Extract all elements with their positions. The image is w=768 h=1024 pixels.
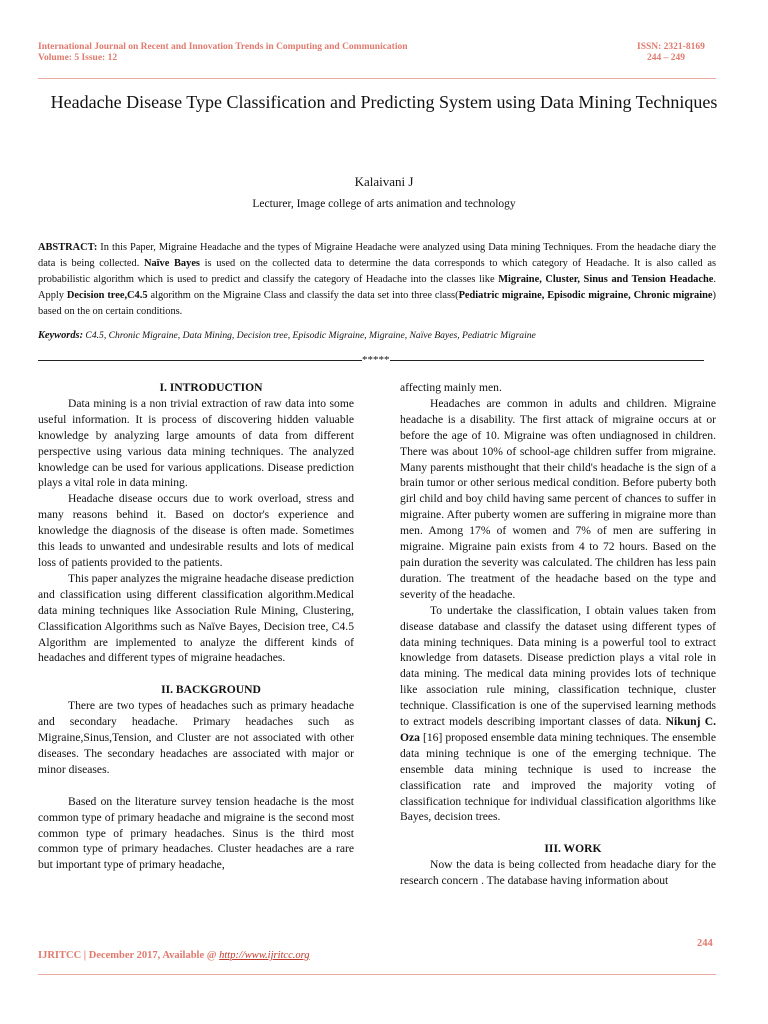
journal-issn-block (637, 42, 705, 64)
journal-issn: ISSN: 2321-8169 (637, 42, 705, 52)
separator-stars: ***** (362, 354, 390, 366)
abstract (38, 240, 716, 320)
separator-line-right (390, 360, 704, 361)
abstract-bold-2: Migraine, Cluster, Sinus and Tension Headache (498, 274, 714, 285)
page-number: 244 (697, 938, 713, 949)
journal-name: International Journal on Recent and Innovation Trends in Computing and Communication (38, 42, 408, 52)
spacer (38, 778, 354, 794)
section-heading-work: III. WORK (544, 842, 602, 856)
right-column (400, 380, 716, 889)
paragraph: This paper analyzes the migraine headache disease prediction and classification using different classification algorithm.Medical data mining techniques like Association Rule Mining, Clustering, Classification Algorithms such as Naïve Bayes, Decision tree, C4.5 Algorithm are implemented to analyze the different kinds of headaches and different types of migraine headaches. (38, 571, 354, 665)
section-separator (38, 354, 716, 366)
journal-link[interactable]: http://www.ijritcc.org (219, 950, 310, 961)
paragraph: affecting mainly men. (400, 381, 502, 394)
abstract-text-5: ) based on the on certain conditions. (38, 290, 717, 317)
paragraph-text: [16] proposed ensemble data mining techniques. The ensemble data mining technique is one of the emerging technique. The ensemble data mining technique is used to increase the classification rate and improved the majority voting of classification technique for individual classification algorithms like Bayes, decision trees. (400, 730, 716, 824)
abstract-text-4: algorithm on the Migraine Class and classify the data set into three class( (147, 290, 459, 301)
paragraph: Headaches are common in adults and children. Migraine headache is a disability. The first attack of migraine occurs at or before the age of 10. Migraine was often undiagnosed in children. There was about 10% of school-age children suffer from migraine. Many parents misthought that their child's headache is the sign of a brain tumor or other serious medical condition. Before puberty both girl child and boy child having same percent of chances to suffer in migraine. After puberty women are suffering in migraine more than men. Among 17% of women and 7% of men are suffering in migraine. Migraine pain exists from 4 to 72 hours. Based on the pain duration the severity was calculated. The children has less pain duration. The treatment of the headache based on the type and severity of the headache. (400, 396, 716, 601)
abstract-text-3: . Apply (38, 274, 716, 301)
abstract-bold-3: Decision tree,C4.5 (66, 290, 148, 301)
abstract-text-1: In this Paper, Migraine Headache and the types of Migraine Headache were analyzed using Data mining Techniques. From the headache diary the data is being collected. (38, 242, 716, 269)
separator-line-left (38, 360, 362, 361)
keywords-list: C4.5, Chronic Migraine, Data Mining, Decision tree, Episodic Migraine, Migraine, Naïve Bayes, Pediatric Migraine (83, 330, 536, 341)
spacer (38, 666, 354, 682)
header-rule (38, 78, 716, 79)
footer-citation (38, 950, 310, 961)
keywords-label: Keywords: (38, 330, 84, 341)
keywords (38, 330, 716, 341)
journal-header (38, 42, 408, 64)
paragraph-text: To undertake the classification, I obtain values taken from disease database and classify the dataset using different types of data mining techniques. Data mining is a powerful tool to extract knowledge from datasets. Disease prediction plays a vital role in data mining. The medical data mining provides lots of technique like association rule mining, classification technique, cluster technique. Classification is one of the supervised learning methods to extract models describing important classes of data. (400, 603, 716, 729)
spacer (400, 825, 716, 841)
abstract-bold-1: Naïve Bayes (143, 258, 200, 269)
abstract-bold-4: Pediatric migraine, Episodic migraine, Chronic migraine (458, 290, 713, 301)
abstract-label: ABSTRACT: (38, 242, 98, 253)
journal-pages: 244 – 249 (647, 53, 685, 63)
paper-title: Headache Disease Type Classification and Predicting System using Data Mining Techniques (50, 92, 718, 112)
abstract-text-2: is used on the collected data to determine the data corresponds to which category of Headache. It is also called as probabilistic algorithm which is used to predict and classify the category of Headache into the classes like (38, 258, 716, 285)
paragraph (400, 603, 716, 826)
journal-volume: Volume: 5 Issue: 12 (38, 53, 118, 63)
footer-rule (38, 974, 716, 975)
author-affiliation: Lecturer, Image college of arts animation and technology (252, 198, 516, 210)
left-column (38, 380, 354, 873)
paragraph: Based on the literature survey tension headache is the most common type of primary headache and migraine is the second most common type of primary headaches. Sinus is the third most common type of primary headaches. Cluster headaches are a rare but important type of primary headache, (38, 794, 354, 872)
footer-text: IJRITCC | December 2017, Available @ (38, 950, 220, 961)
paragraph: Headache disease occurs due to work overload, stress and many reasons behind it. Based on doctor's experience and knowledge the diagnosis of the disease is often made. Sometimes this leads to unwanted and undesirable results and lots of medical loss of patients provided to the patients. (38, 492, 354, 569)
paragraph: Now the data is being collected from headache diary for the research concern . The database having information about (400, 858, 716, 888)
cited-author: Nikunj C. Oza (400, 715, 716, 744)
section-heading-introduction: I. INTRODUCTION (159, 381, 263, 394)
author-name: Kalaivani J (354, 174, 414, 189)
section-heading-background: II. BACKGROUND (161, 683, 261, 697)
paragraph: Data mining is a non trivial extraction of raw data into some useful information. It is process of discovering hidden valuable knowledge by analyzing large amounts of data from different perspective using various data mining techniques. The analyzed knowledge can be used for various applications. Disease prediction plays a vital role in data mining. (38, 396, 354, 490)
paragraph: There are two types of headaches such as primary headache and secondary headache. Primary headaches such as Migraine,Sinus,Tension, and Cluster are not associated with other diseases. The secondary headaches are associated with major or minor diseases. (38, 699, 354, 776)
